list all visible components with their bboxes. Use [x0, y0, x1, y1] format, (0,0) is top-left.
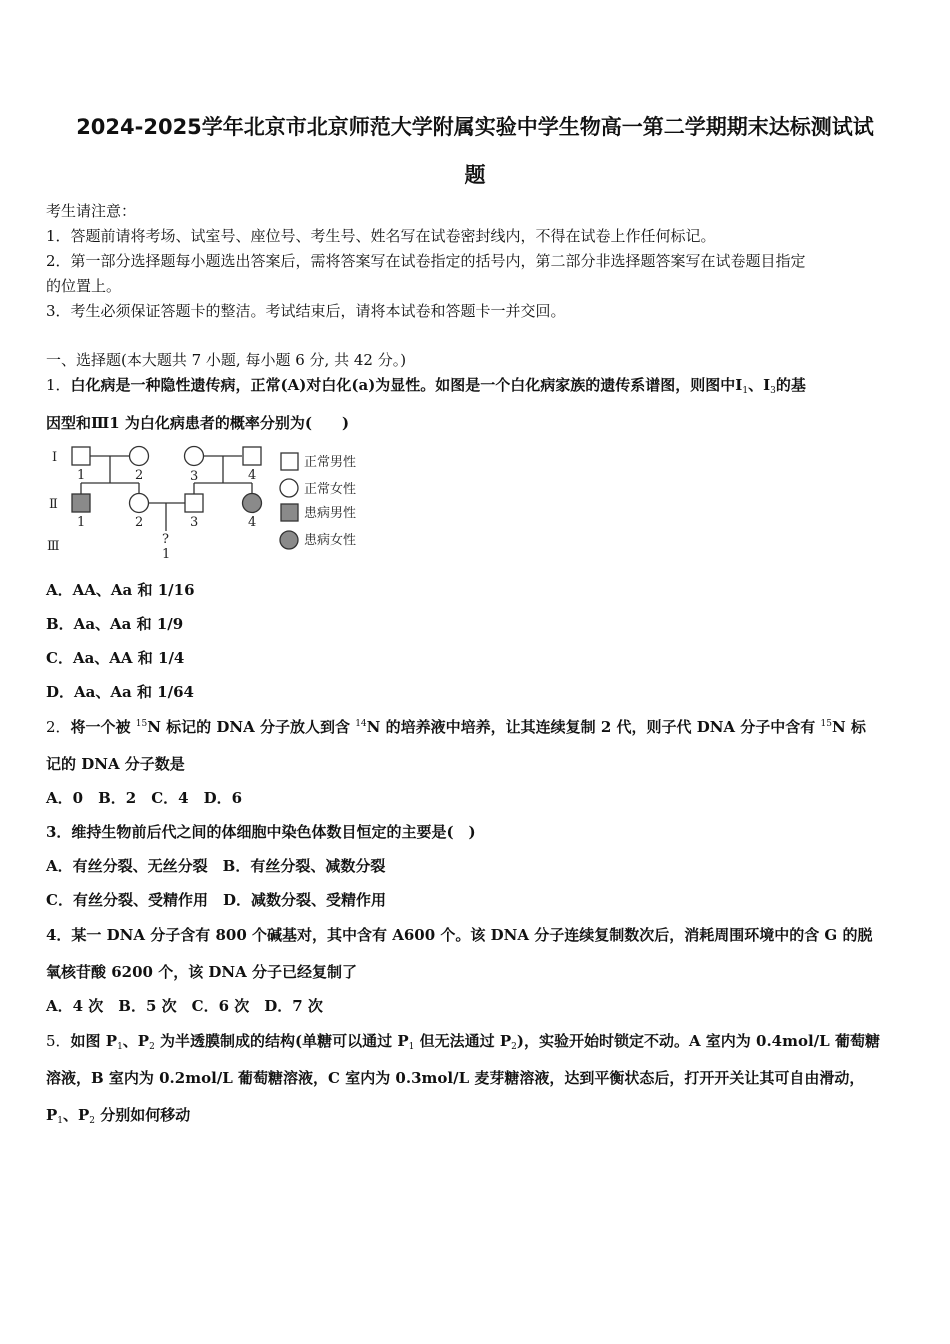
- q1-option-d: D．Aa、Aa 和 1/64: [46, 683, 194, 701]
- q5-number: 5．: [46, 1032, 71, 1050]
- q1-stem-line1: 1．白化病是一种隐性遗传病，正常(A)对白化(a)为显性。如图是一个白化病家族的遗传系谱图，则图中$Ⅰ_1$、$Ⅰ_3$的基: [46, 376, 806, 396]
- q2-stem-line1: 2．将一个被 $^{15}$N 标记的 DNA 分子放人到含 $^{14}$N 的培养液中培养，让其连续复制 2 代，则子代 DNA 分子中含有 $^{15}$N 标: [46, 718, 866, 736]
- legend-affected-male-symbol: [281, 504, 298, 521]
- q2-number: 2．: [46, 718, 71, 736]
- number-ii1: 1: [77, 515, 86, 530]
- number-i2: 2: [135, 468, 144, 483]
- notice-item-2-cont: 的位置上。: [46, 277, 122, 295]
- legend-affected-male-label: 患病男性: [304, 506, 357, 521]
- q1-number: 1．: [46, 376, 71, 394]
- number-ii3: 3: [190, 515, 199, 530]
- individual-ii1-affected-male: [72, 494, 90, 512]
- q4-stem-line2: 氧核苷酸 6200 个，该 DNA 分子已经复制了: [46, 963, 357, 981]
- q1-option-b: B．Aa、Aa 和 1/9: [46, 615, 184, 633]
- legend-normal-male-symbol: [281, 453, 298, 470]
- number-ii4: 4: [248, 515, 257, 530]
- q1-option-a: A．AA、Aa 和 1/16: [46, 581, 195, 599]
- individual-i2-normal-female: [130, 447, 149, 466]
- individual-i3-normal-female: [185, 447, 204, 466]
- individual-ii2-normal-female: [130, 494, 149, 513]
- q2-options: A．0 B．2 C．4 D．6: [46, 789, 243, 807]
- number-ii2: 2: [135, 515, 144, 530]
- legend-normal-male-label: 正常男性: [304, 455, 357, 470]
- exam-title-line1: 2024-2025学年北京市北京师范大学附属实验中学生物高一第二学期期末达标测试试: [76, 115, 874, 139]
- number-iii1: 1: [162, 547, 171, 562]
- q5-stem-line2: 溶液，B 室内为 0.2mol/L 葡萄糖溶液，C 室内为 0.3mol/L 麦芽糖溶液，达到平衡状态后，打开开关让其可自由滑动，: [46, 1069, 865, 1087]
- individual-ii3-normal-male: [185, 494, 203, 512]
- individual-i1-normal-male: [72, 447, 90, 465]
- individual-i4-normal-male: [243, 447, 261, 465]
- q5-stem-line3: $P_1$、$P_2$ 分别如何移动: [46, 1106, 191, 1126]
- legend-affected-female-label: 患病女性: [304, 533, 357, 548]
- notice-heading: 考生请注意：: [46, 202, 137, 220]
- generation-label-iii: Ⅲ: [47, 539, 60, 554]
- q4-options: A．4 次 B．5 次 C．6 次 D．7 次: [46, 997, 323, 1015]
- q1-option-c: C．Aa、AA 和 1/4: [46, 649, 185, 667]
- number-i3: 3: [190, 469, 199, 484]
- unknown-iii1: ?: [162, 532, 169, 547]
- q4-stem-line1: 4．某一 DNA 分子含有 800 个碱基对，其中含有 A600 个。该 DNA 分子连续复制数次后，消耗周围环境中的含 G 的脱: [46, 926, 873, 944]
- q5-stem-line1: 5．如图 $P_1$、$P_2$ 为半透膜制成的结构(单糖可以通过 $P_1$ 但无法通过 $P_2$)，实验开始时锁定不动。A 室内为 0.4mol/L 葡萄糖: [46, 1032, 880, 1052]
- q3-stem: 3．维持生物前后代之间的体细胞中染色体数目恒定的主要是( ): [46, 823, 476, 841]
- exam-title-line2: 题: [464, 163, 486, 187]
- q3-options-cd: C．有丝分裂、受精作用 D．减数分裂、受精作用: [46, 891, 386, 909]
- pedigree-chart: [44, 443, 384, 568]
- generation-label-ii: Ⅱ: [49, 497, 58, 512]
- notice-item-2: 2．第一部分选择题每小题选出答案后，需将答案写在试卷指定的括号内，第二部分非选择题答案写在试卷题目指定: [46, 252, 806, 270]
- q2-stem-line2: 记的 DNA 分子数是: [46, 755, 185, 773]
- number-i4: 4: [248, 468, 257, 483]
- notice-item-3: 3．考生必须保证答题卡的整洁。考试结束后，请将本试卷和答题卡一并交回。: [46, 302, 566, 320]
- notice-item-1: 1．答题前请将考场、试室号、座位号、考生号、姓名写在试卷密封线内，不得在试卷上作任何标记。: [46, 227, 716, 245]
- legend-normal-female-label: 正常女性: [304, 482, 357, 497]
- number-i1: 1: [77, 468, 86, 483]
- legend-affected-female-symbol: [280, 531, 298, 549]
- q3-options-ab: A．有丝分裂、无丝分裂 B．有丝分裂、减数分裂: [46, 857, 386, 875]
- section-heading: 一、选择题(本大题共 7 小题, 每小题 6 分, 共 42 分。): [46, 351, 407, 369]
- generation-label-i: Ⅰ: [52, 450, 58, 465]
- individual-ii4-affected-female: [243, 494, 262, 513]
- legend-normal-female-symbol: [280, 479, 298, 497]
- q1-stem-line2: 因型和Ⅲ1 为白化病患者的概率分别为( ): [46, 414, 350, 432]
